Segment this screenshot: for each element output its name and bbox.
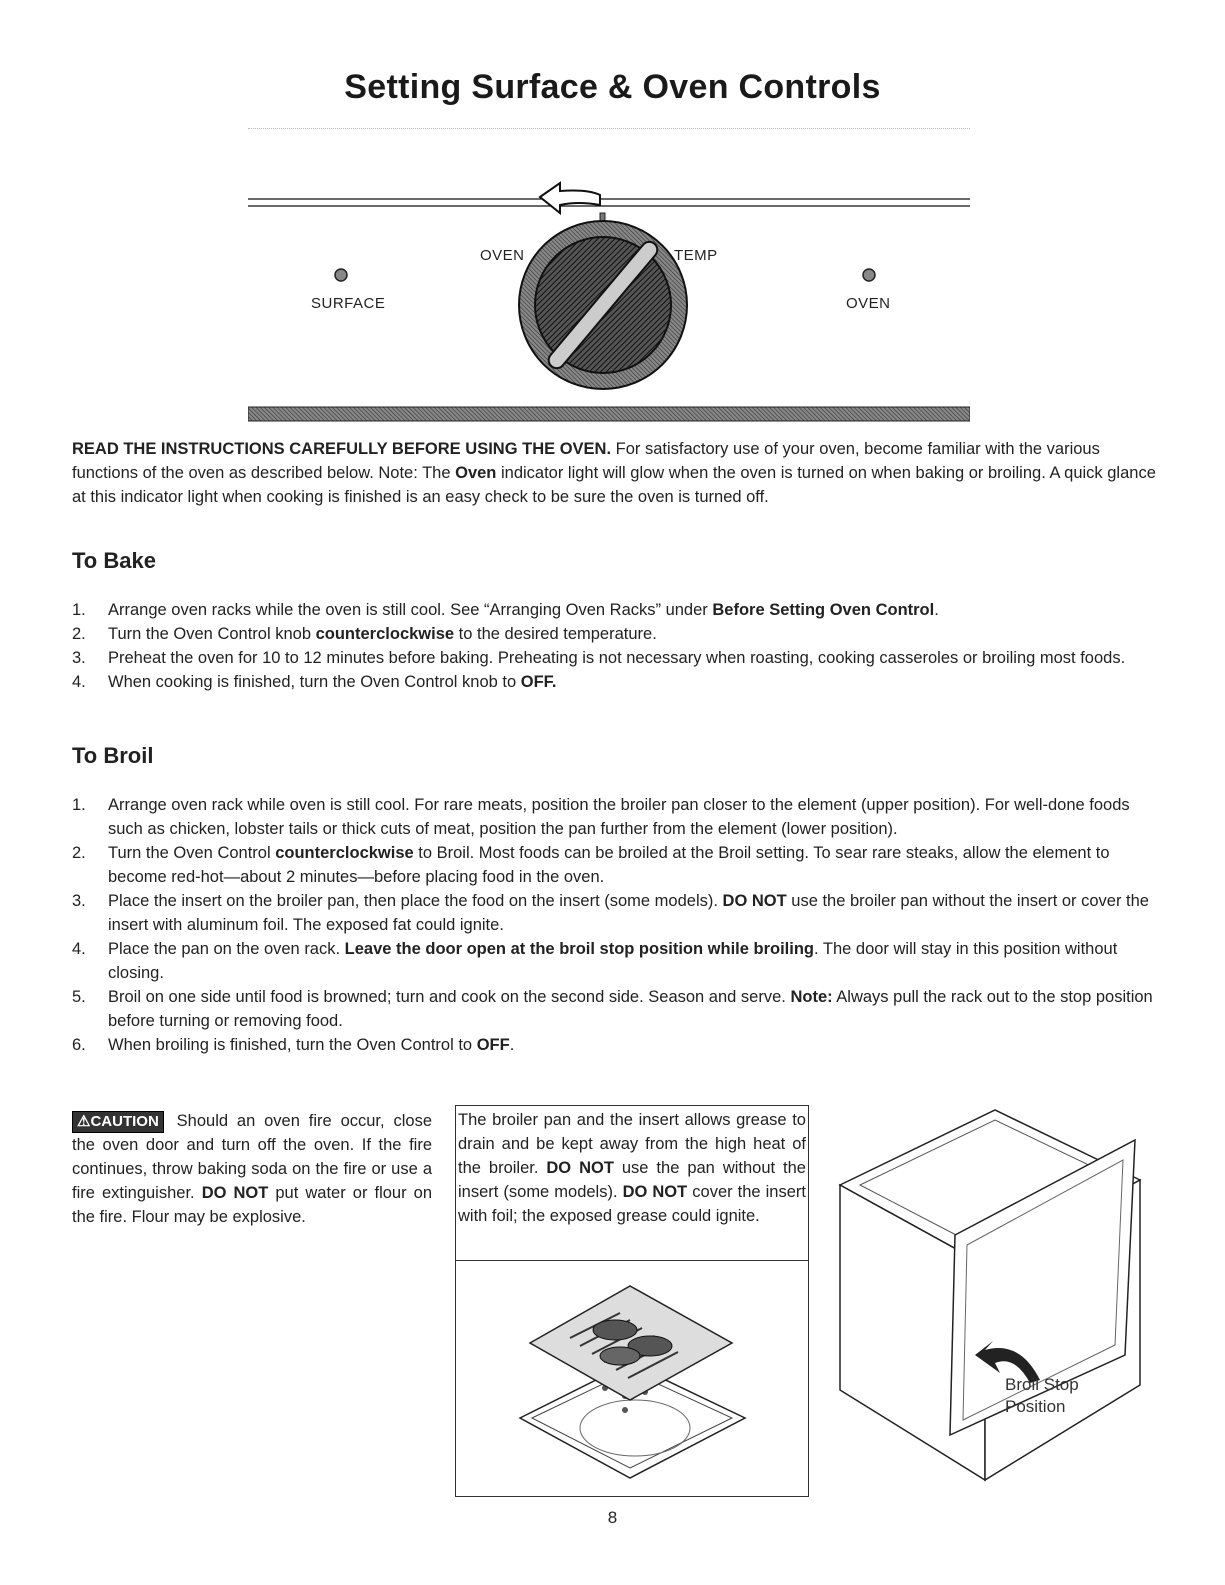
broil-stop-label — [1005, 1374, 1079, 1418]
caution-bold: DO NOT — [201, 1184, 269, 1202]
step-bold-text: DO NOT — [722, 892, 787, 910]
page-number: 8 — [607, 1508, 618, 1527]
step-bold-text: counterclockwise — [275, 844, 414, 862]
step-number: 1. — [72, 796, 86, 814]
step-number: 3. — [72, 892, 86, 910]
step-text: Place the insert on the broiler pan, then place the food on the insert (some models). — [108, 892, 723, 910]
broiler-bold-1: DO NOT — [546, 1159, 614, 1177]
step-number: 3. — [72, 649, 86, 667]
intro-text-1: For satisfactory use of your oven, become familiar with the various functions of the oven as described below. Note: The — [72, 440, 1100, 482]
step-text: Preheat the oven for 10 to 12 minutes before baking. Preheating is not necessary when roasting, cooking casseroles or broiling most foods. — [108, 649, 1126, 667]
broil-step-5 — [72, 985, 1157, 1033]
step-number: 5. — [72, 988, 86, 1006]
caution-text-2: put water or flour on the fire. Flour may be explosive. — [72, 1184, 433, 1226]
intro-lead: READ THE INSTRUCTIONS CAREFULLY BEFORE USING THE OVEN. — [72, 440, 612, 458]
control-panel-illustration — [248, 175, 970, 435]
broiler-text-2: use the pan without the insert (some models). — [458, 1159, 806, 1201]
step-text-after: . The door will stay in this position without closing. — [108, 940, 1118, 982]
step-text: Turn the Oven Control — [108, 844, 276, 862]
step-text: Place the pan on the oven rack. — [108, 940, 345, 958]
broil-step-3 — [72, 889, 1157, 937]
step-text: Broil on one side until food is browned; turn and cook on the second side. Season and serve. — [108, 988, 791, 1006]
step-bold-text: counterclockwise — [315, 625, 455, 643]
step-text: Arrange oven rack while oven is still cool. For rare meats, position the broiler pan closer to the element (upper position). For well-done foods such as chicken, lobster tails or thick cuts of meat, position the pan further from the element (lower position). — [108, 796, 1130, 838]
step-text-after: Always pull the rack out to the stop position before turning or removing food. — [108, 988, 1153, 1030]
intro-text-2: indicator light will glow when the oven is turned on when baking or broiling. A quick glance at this indicator light when cooking is finished is an easy check to be sure the oven is turned off. — [72, 464, 1156, 506]
intro-oven-bold: Oven — [455, 464, 497, 482]
title-underline — [248, 128, 970, 129]
broiler-text-3: cover the insert with foil; the exposed grease could ignite. — [458, 1183, 806, 1225]
step-text-after: use the broiler pan without the insert or cover the insert with aluminum foil. The exposed fat could ignite. — [108, 892, 1149, 934]
step-number: 4. — [72, 673, 86, 691]
oven-indicator-label: OVEN — [846, 295, 891, 312]
broil-stop-label-line1: Broil Stop — [1005, 1375, 1079, 1394]
bake-step-4 — [72, 670, 1157, 694]
caution-badge-label: CAUTION — [90, 1113, 159, 1130]
step-text: When cooking is finished, turn the Oven Control knob to — [108, 673, 521, 691]
step-text: When broiling is finished, turn the Oven Control to — [108, 1036, 477, 1054]
step-number: 6. — [72, 1036, 86, 1054]
broiler-box-divider — [455, 1260, 809, 1261]
step-number: 1. — [72, 601, 86, 619]
step-bold-text: Before Setting Oven Control — [712, 601, 935, 619]
step-bold-text: Leave the door open at the broil stop position while broiling — [344, 940, 815, 958]
bake-step-3 — [72, 646, 1157, 670]
broiler-note-text — [458, 1108, 806, 1228]
range-broil-stop-illustration — [835, 1105, 1145, 1485]
intro-paragraph — [72, 437, 1157, 509]
step-bold-text: Note: — [790, 988, 833, 1006]
broil-steps-list — [72, 793, 1157, 1057]
step-bold-text: OFF — [476, 1036, 510, 1054]
caution-text-1: Should an oven fire occur, close the oven door and turn off the oven. If the fire continues, throw baking soda on the fire or use a fire extinguisher. — [72, 1112, 432, 1202]
step-number: 4. — [72, 940, 86, 958]
step-text: Turn the Oven Control knob — [108, 625, 316, 643]
surface-indicator-label: SURFACE — [311, 295, 386, 312]
step-text-after: to the desired temperature. — [454, 625, 657, 643]
broil-stop-label-line2: Position — [1005, 1397, 1066, 1416]
bake-heading: To Bake — [72, 548, 156, 573]
step-text-after: to Broil. Most foods can be broiled at the Broil setting. To sear rare steaks, allow the element to become red-hot—about 2 minutes—before placing food in the oven. — [108, 844, 1110, 886]
step-number: 2. — [72, 625, 86, 643]
broil-heading: To Broil — [72, 743, 154, 768]
broiler-bold-2: DO NOT — [622, 1183, 688, 1201]
step-text: Arrange oven racks while the oven is still cool. See “Arranging Oven Racks” under — [108, 601, 713, 619]
bake-step-1 — [72, 598, 1157, 622]
step-number: 2. — [72, 844, 86, 862]
broil-step-6 — [72, 1033, 1157, 1057]
step-text-after: . — [509, 1036, 515, 1054]
broil-step-2 — [72, 841, 1157, 889]
broiler-text-1: The broiler pan and the insert allows grease to drain and be kept away from the high heat of the broiler. — [458, 1111, 806, 1177]
broiler-pan-illustration — [500, 1268, 760, 1488]
caution-badge: ⚠CAUTION — [72, 1111, 164, 1133]
step-bold-text: OFF. — [520, 673, 557, 691]
broil-step-4 — [72, 937, 1157, 985]
caution-paragraph — [72, 1109, 432, 1229]
bake-steps-list — [72, 598, 1157, 694]
temp-knob-label: TEMP — [674, 247, 718, 264]
broil-step-1 — [72, 793, 1157, 841]
page-title: Setting Surface & Oven Controls — [344, 68, 881, 106]
oven-knob-label: OVEN — [480, 247, 525, 264]
bake-step-2 — [72, 622, 1157, 646]
step-text-after: . — [934, 601, 939, 619]
